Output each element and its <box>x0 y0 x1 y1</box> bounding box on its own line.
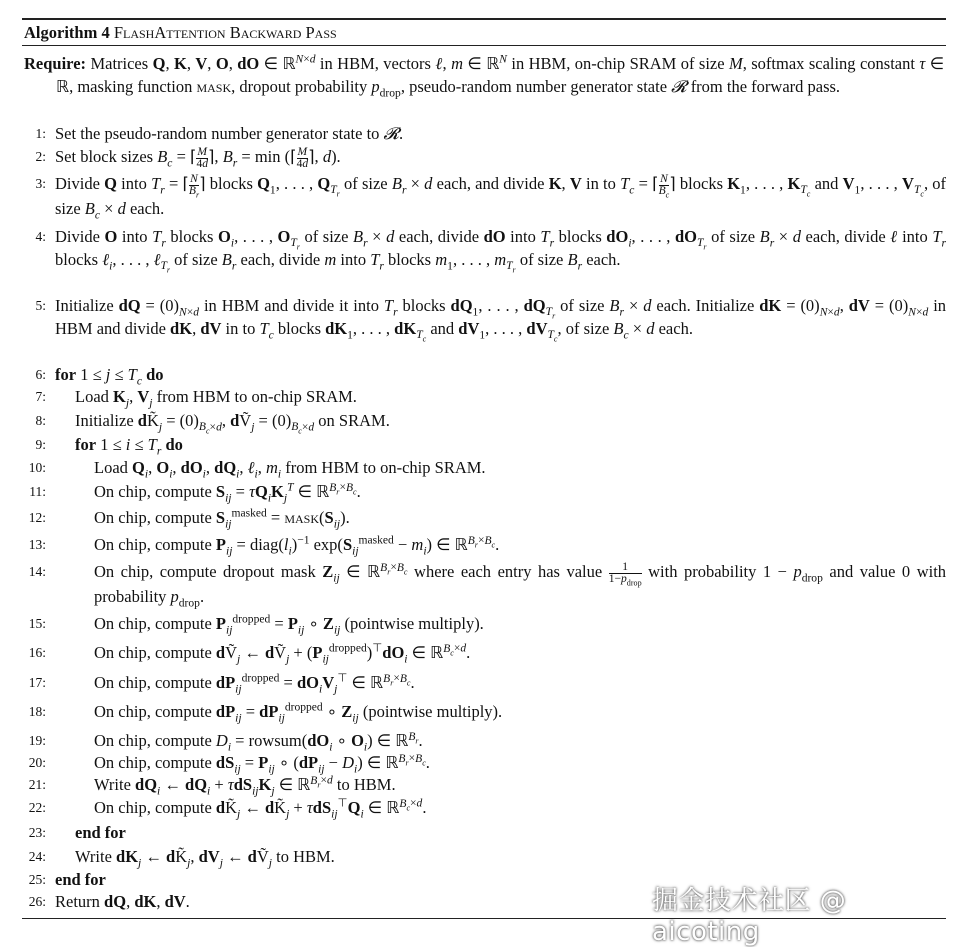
line-text: Initialize $dK̃_j = (0)_{B_c\times d}$, dṼ$_j$ = $(0)_{B_c\times d}$ on SRAM. <box>75 411 390 436</box>
line-number: 18: <box>28 704 46 719</box>
line-text: Divide Q into $T_r$ = ⌈ $\frac{N}{B_r}$ ⌉ blocks $Q_1$, . . . , $Q_{T_r}$ of size $B_r \times d$ each, and divide K, V in to $T_c$ = ⌈ $\frac{N}{B_c}$ ⌉ blocks $K_1$, . . . , $K_{T_c}$ and $V_1$, . . . , $V_{T_c}$, of size $B_c \times d$ each. <box>55 172 947 222</box>
line-text: Divide O into $T_r$ blocks $O_i$, . . . , $O_{T_r}$ of size $B_r \times d$ each, divide dO into $T_r$ blocks $dO_i$, . . . , $dO_{T_r}$ of size $B_r \times d$ each, divide ℓ into $T_r$ blocks ℓ$_i$, . . . , ℓ$_{T_r}$ of size $B_r$ each, divide m into $T_r$ blocks $m_1$, . . . , $m_{T_r}$ of size $B_r$ each. <box>55 227 947 275</box>
line-number: 24: <box>28 849 46 864</box>
line-number: 25: <box>28 872 46 887</box>
line-text: On chip, compute $P_{ij}$ = $diag(l_i)^{-1}$ $\exp(S_{ij}^{masked} - m_i)$ ∈ ℝ$^{B_r\times B_c}$. <box>94 534 500 558</box>
line-text: On chip, compute $D_i$ = $rowsum(dO_i$ ∘ $O_i$) ∈ ℝ$^{B_r}$. <box>94 730 423 754</box>
line-number: 19: <box>28 733 46 748</box>
line-text: On chip, compute dropout mask $Z_{ij}$ ∈ ℝ$^{B_r\times B_c}$ where each entry has value $\frac{1}{1-p_{drop}}$ with probability $1 - p_{drop}$ and value 0 with probability $p_{drop}$. <box>94 560 947 610</box>
algorithm-title: FlashAttention Backward Pass <box>113 23 337 42</box>
line-text: On chip, compute $S_{ij} = \tau Q_iK_j^T$ ∈ ℝ$^{B_r\times B_c}$. <box>94 481 361 505</box>
line-text: Load $K_j$, $V_j$ from HBM to on-chip SRAM. <box>75 387 357 410</box>
line-number: 10: <box>28 460 46 475</box>
line-number: 12: <box>28 510 46 525</box>
require-block <box>24 52 944 98</box>
algorithm-label: Algorithm 4 <box>24 23 110 42</box>
line-number: 4: <box>35 229 46 244</box>
line-text: for $1 \le i \le T_r$ do <box>75 435 183 458</box>
line-number: 16: <box>28 645 46 660</box>
algorithm-caption <box>24 23 337 43</box>
line-number: 8: <box>35 413 46 428</box>
watermark: 掘金技术社区 @ aicoting <box>652 886 847 947</box>
line-number: 26: <box>28 894 46 909</box>
line-text: Set block sizes $B_c$ = ⌈ $\frac{M}{4d}$ ⌉, $B_r = \min$ (⌈ $\frac{M}{4d}$ ⌉, d). <box>55 145 341 170</box>
line-text: On chip, compute $P_{ij}^{dropped} = P_{ij}$ ∘ $Z_{ij}$ (pointwise multiply). <box>94 613 484 637</box>
line-text: On chip, compute $dP_{ij}^{dropped} = dO_iV_j^⊤$ ∈ ℝ$^{B_r\times B_c}$. <box>94 672 415 696</box>
line-number: 9: <box>35 437 46 452</box>
line-text: On chip, compute $dK̃_j$ ← $dK̃_j + \tau dS_{ij}^⊤Q_i$ ∈ ℝ$^{B_c\times d}$. <box>94 797 427 821</box>
line-number: 14: <box>28 564 46 579</box>
line-text: for $1 \le j \le T_c$ do <box>55 365 164 388</box>
line-number: 17: <box>28 675 46 690</box>
top-rule <box>22 18 946 20</box>
line-text: On chip, compute $S_{ij}^{masked}$ = $mask(S_{ij})$. <box>94 507 350 531</box>
line-text: Load $Q_i$, $O_i$, $dO_i$, $dQ_i$, ℓ$_i$, $m_i$ from HBM to on-chip SRAM. <box>94 458 486 481</box>
line-number: 6: <box>35 367 46 382</box>
line-number: 21: <box>28 777 46 792</box>
require-text: Matrices Q, K, V, O, dO ∈ ℝ$^{N\times d}$ in HBM, vectors ℓ, m ∈ ℝ$^N$ in HBM, on-chip SRAM of size M, softmax scaling constant τ ∈ ℝ, masking function mask, dropout probability $p_{drop}$, pseudo-random number generator state 𝓡 from the forward pass. <box>56 53 945 100</box>
line-text: Set the pseudo-random number generator state to 𝓡. <box>55 124 404 143</box>
line-text: On chip, compute $dP_{ij} = dP_{ij}^{dropped}$ ∘ $Z_{ij}$ (pointwise multiply). <box>94 701 503 725</box>
caption-rule <box>22 45 946 46</box>
line-text: Return dQ, dK, dV. <box>55 892 190 911</box>
line-text: Write $dK_j$ ← $dK̃_j$, $dV_j$ ← dṼ$_j$ to HBM. <box>75 847 335 870</box>
line-text: Write $dQ_i$ ← $dQ_i + \tau dS_{ij}K_j$ ∈ ℝ$^{B_r\times d}$ to HBM. <box>94 774 396 798</box>
line-text: On chip, compute $dS_{ij} = P_{ij}$ ∘ $(dP_{ij} - D_i)$ ∈ ℝ$^{B_r\times B_c}$. <box>94 752 430 776</box>
line-text: On chip, compute dṼ$_j$ ← dṼ$_j$ + $(P_{ij}^{dropped})^⊤dO_i$ ∈ ℝ$^{B_c\times d}$. <box>94 642 471 666</box>
line-number: 13: <box>28 537 46 552</box>
line-number: 3: <box>35 176 46 191</box>
line-number: 2: <box>35 149 46 164</box>
line-number: 11: <box>29 484 46 499</box>
line-number: 1: <box>35 126 46 141</box>
line-number: 5: <box>35 298 46 313</box>
line-text: end for <box>55 870 106 889</box>
line-number: 20: <box>28 755 46 770</box>
line-text: Initialize dQ = $(0)_{N\times d}$ in HBM and divide it into $T_r$ blocks $dQ_1$, . . . , $dQ_{T_r}$ of size $B_r \times d$ each. Initialize dK = $(0)_{N\times d}$, dV = $(0)_{N\times d}$ in HBM and divide dK, dV in to $T_c$ blocks $dK_1$, . . . , $dK_{T_c}$ and $dV_1$, . . . , $dV_{T_c}$, of size $B_c \times d$ each. <box>55 296 947 344</box>
line-number: 15: <box>28 616 46 631</box>
line-text: end for <box>75 823 126 842</box>
line-number: 7: <box>35 389 46 404</box>
line-number: 22: <box>28 800 46 815</box>
line-number: 23: <box>28 825 46 840</box>
require-label: Require: <box>24 54 87 73</box>
